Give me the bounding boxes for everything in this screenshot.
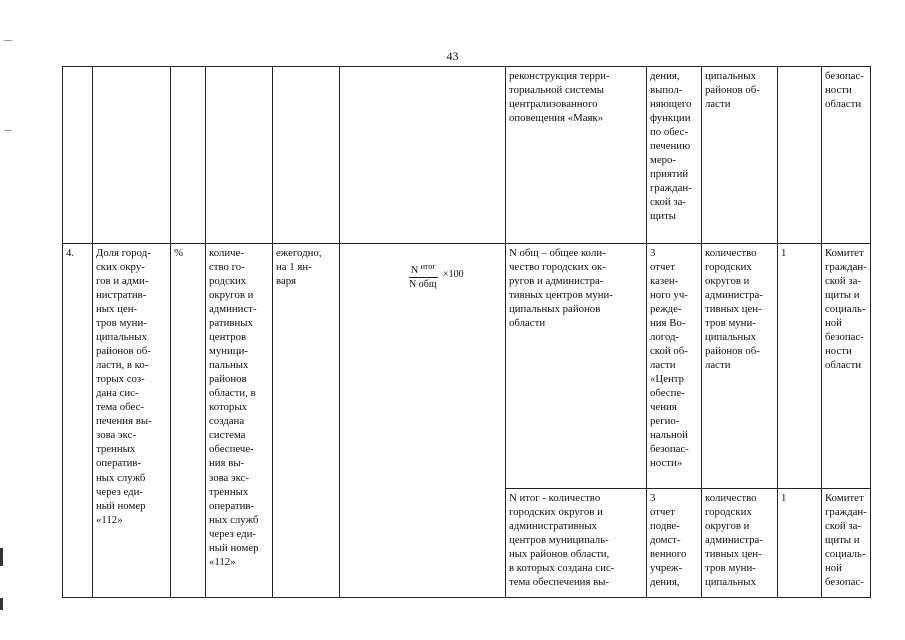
cell-responsible-code bbox=[778, 67, 822, 244]
cell-source: количество городских округов и администра- тивных цен- тров муни- ципальных bbox=[702, 489, 778, 598]
cell-method: дения, выпол- няющего функции по обес- печению меро- приятий граждан- ской за- щиты bbox=[647, 67, 702, 244]
indicator-table bbox=[62, 66, 871, 598]
formula-numerator: N $^{итог}$ bbox=[411, 262, 436, 277]
scan-dash bbox=[4, 130, 12, 131]
formula-fraction bbox=[409, 262, 464, 291]
cell-responsible: Комитет граждан- ской за- щиты и социаль- ной безопас- bbox=[822, 489, 871, 598]
cell-source: ципальных районов об- ласти bbox=[702, 67, 778, 244]
cell-indicator: Доля город- ских окру- гов и адми- нистратив- ных цен- тров муни- ципальных районов об- ласти, в ко- торых соз- дана сис- тема обес- печения вы- зова экс- тренных оператив- ных служб через еди- ный номер «112» bbox=[93, 244, 171, 598]
cell-number: 4. bbox=[63, 244, 93, 598]
formula-multiplier: ×100 bbox=[443, 269, 464, 281]
cell-formula bbox=[340, 244, 506, 598]
cell-method: 3 отчет казен- ного уч- режде- ния Во- логод- ской об- ласти «Центр обеспе- чения регио- нальной безопас- ности» bbox=[647, 244, 702, 489]
cell-periodicity bbox=[273, 67, 340, 244]
cell-variable: реконструкция терри- ториальной системы централизованного оповещения «Маяк» bbox=[506, 67, 647, 244]
cell-unit: % bbox=[171, 244, 206, 598]
cell-method: 3 отчет подве- домст- венного учреж- дения, bbox=[647, 489, 702, 598]
cell-formula bbox=[340, 67, 506, 244]
cell-indicator bbox=[93, 67, 171, 244]
cell-unit bbox=[171, 67, 206, 244]
formula bbox=[343, 260, 502, 300]
cell-responsible-code: 1 bbox=[778, 244, 822, 489]
scan-edge-mark bbox=[0, 548, 3, 566]
scan-dash bbox=[4, 40, 12, 41]
cell-responsible: безопас- ности области bbox=[822, 67, 871, 244]
page-number: 43 bbox=[446, 49, 459, 63]
cell-responsible-code: 1 bbox=[778, 489, 822, 598]
cell-responsible: Комитет граждан- ской за- щиты и социаль- ной безопас- ности области bbox=[822, 244, 871, 489]
cell-variable: N общ – общее коли- чество городских ок- ругов и администра- тивных центров муни- ципальных районов области bbox=[506, 244, 647, 489]
formula-denominator: N общ bbox=[409, 279, 437, 291]
cell-number bbox=[63, 67, 93, 244]
table-row-indicator-4 bbox=[63, 244, 871, 489]
table-row-continuation bbox=[63, 67, 871, 244]
cell-source: количество городских округов и администра- тивных цен- тров муни- ципальных районов об- ласти bbox=[702, 244, 778, 489]
cell-definition: количе- ство го- родских округов и админист- ративных центров муници- пальных районов области, в которых создана система обеспече- ния вы- зова экс- тренных оператив- ных служб через еди- ный номер «112» bbox=[206, 244, 273, 598]
cell-periodicity: ежегодно, на 1 ян- варя bbox=[273, 244, 340, 598]
cell-variable: N итог - количество городских округов и административных центров муниципаль- ных районов области, в которых создана сис- тема обеспечения вы- bbox=[506, 489, 647, 598]
scan-edge-mark bbox=[0, 598, 3, 610]
cell-definition bbox=[206, 67, 273, 244]
